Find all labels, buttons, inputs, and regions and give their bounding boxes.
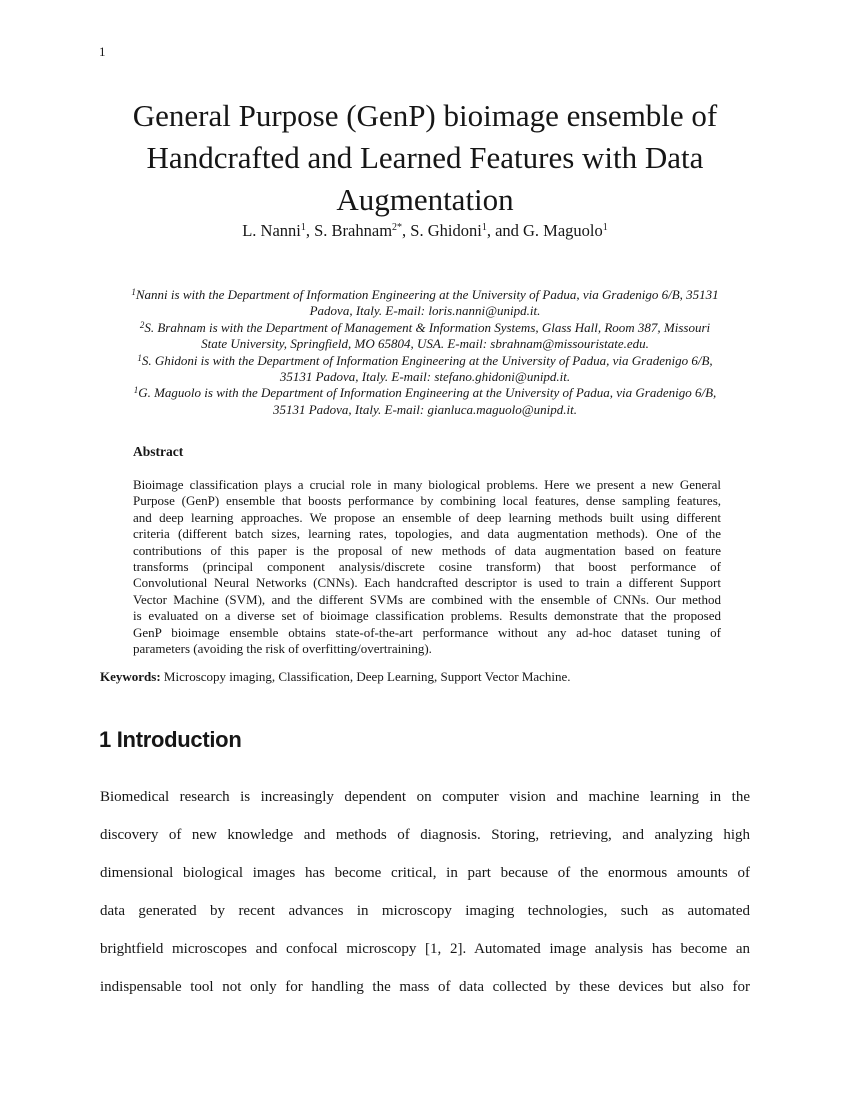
affiliation-line: State University, Springfield, MO 65804, USA. E-mail: sbrahnam@missouristate.edu. [201,336,649,352]
abstract-line: Convolutional Neural Networks (CNNs). Each handcrafted descriptor is used to train a different Support [133,575,721,591]
title-line: Handcrafted and Learned Features with Data [146,140,704,175]
affiliation-line: 35131 Padova, Italy. E-mail: stefano.ghidoni@unipd.it. [279,369,571,385]
affiliation-superscript: 1 [133,385,139,396]
introduction-line: Biomedical research is increasingly dependent on computer vision and machine learning in the [100,789,750,805]
affiliations-block [85,287,765,418]
abstract-line: criteria (different batch sizes, learning rates, topologies, and data augmentation methods). One of the [133,526,721,542]
title-line: General Purpose (GenP) bioimage ensemble of [132,98,718,133]
author-name: , and G. Maguolo [486,221,603,240]
abstract-line: GenP bioimage ensemble obtains state-of-the-art performance without any ad-hoc dataset tuning of [133,624,721,640]
author-name: L. Nanni [242,221,301,240]
introduction-heading: 1 Introduction [99,727,242,752]
abstract-line: and deep learning approaches. We propose an ensemble of deep learning methods built using different [133,509,721,525]
affiliation-line: $^1$G. Maguolo is with the Department of Information Engineering at the University of Padua, via Gradenigo 6/B, [133,385,717,401]
introduction-line: brightfield microscopes and confocal microscopy [1, 2]. Automated image analysis has become an [100,941,750,957]
introduction-line: discovery of new knowledge and methods of diagnosis. Storing, retrieving, and analyzing high [100,827,750,843]
abstract-line: contributions of this paper is the proposal of new methods of data augmentation based on feature [133,542,721,558]
introduction-paragraph [100,778,750,1006]
abstract-heading: Abstract [133,444,184,459]
affiliation-line: $^1$S. Ghidoni is with the Department of Information Engineering at the University of Padua, via Gradenigo 6/B, [137,352,713,368]
abstract-line: transforms (principal component analysis/discrete cosine transform) that boost performance of [133,559,721,575]
keywords-line [100,669,571,685]
author-name: , S. Ghidoni [402,221,482,240]
authors-line [0,221,850,241]
affiliation-line: $^2$S. Brahnam is with the Department of Management & Information Systems, Glass Hall, Room 387, Missouri [139,319,711,335]
author-superscript: 1 [481,222,487,233]
author-superscript: 1 [602,222,608,233]
abstract-paragraph [133,477,721,657]
affiliation-superscript: 2 [139,319,145,330]
author-name: , S. Brahnam [305,221,393,240]
abstract-line: Vector Machine (SVM), and the different SVMs are combined with the ensemble of CNNs. Our method [133,591,721,607]
affiliation-superscript: 1 [131,287,136,297]
title-line: Augmentation [336,182,514,217]
abstract-line: Bioimage classification plays a crucial role in many biological problems. Here we present a new General [133,477,721,492]
keywords-text: Microscopy imaging, Classification, Deep Learning, Support Vector Machine. [160,669,571,684]
introduction-line: data generated by recent advances in microscopy imaging technologies, such as automated [100,903,750,919]
affiliation-superscript: 1 [137,352,142,363]
abstract-line: parameters (avoiding the risk of overfitting/overtraining). [133,641,432,657]
author-superscript: 1 [300,222,306,233]
affiliation-line: $^1$Nanni is with the Department of Information Engineering at the University of Padua, via Gradenigo 6/B, 35131 [131,287,719,302]
affiliation-line: 35131 Padova, Italy. E-mail: gianluca.maguolo@unipd.it. [272,401,578,417]
author-superscript: 2* [392,222,403,233]
abstract-line: Purpose (GenP) ensemble that boosts performance by combining local features, dense sampling features, [133,493,721,509]
page-number: 1 [99,44,106,59]
keywords-label: Keywords: [100,669,161,684]
introduction-line: indispensable tool not only for handling the mass of data collected by these devices but also for [100,979,750,995]
abstract-line: is evaluated on a diverse set of bioimage classification problems. Results demonstrate that the proposed [133,608,721,624]
paper-title [0,95,850,221]
affiliation-line: Padova, Italy. E-mail: loris.nanni@unipd.it. [309,303,541,319]
introduction-line: dimensional biological images has become critical, in part because of the enormous amounts of [100,865,750,881]
